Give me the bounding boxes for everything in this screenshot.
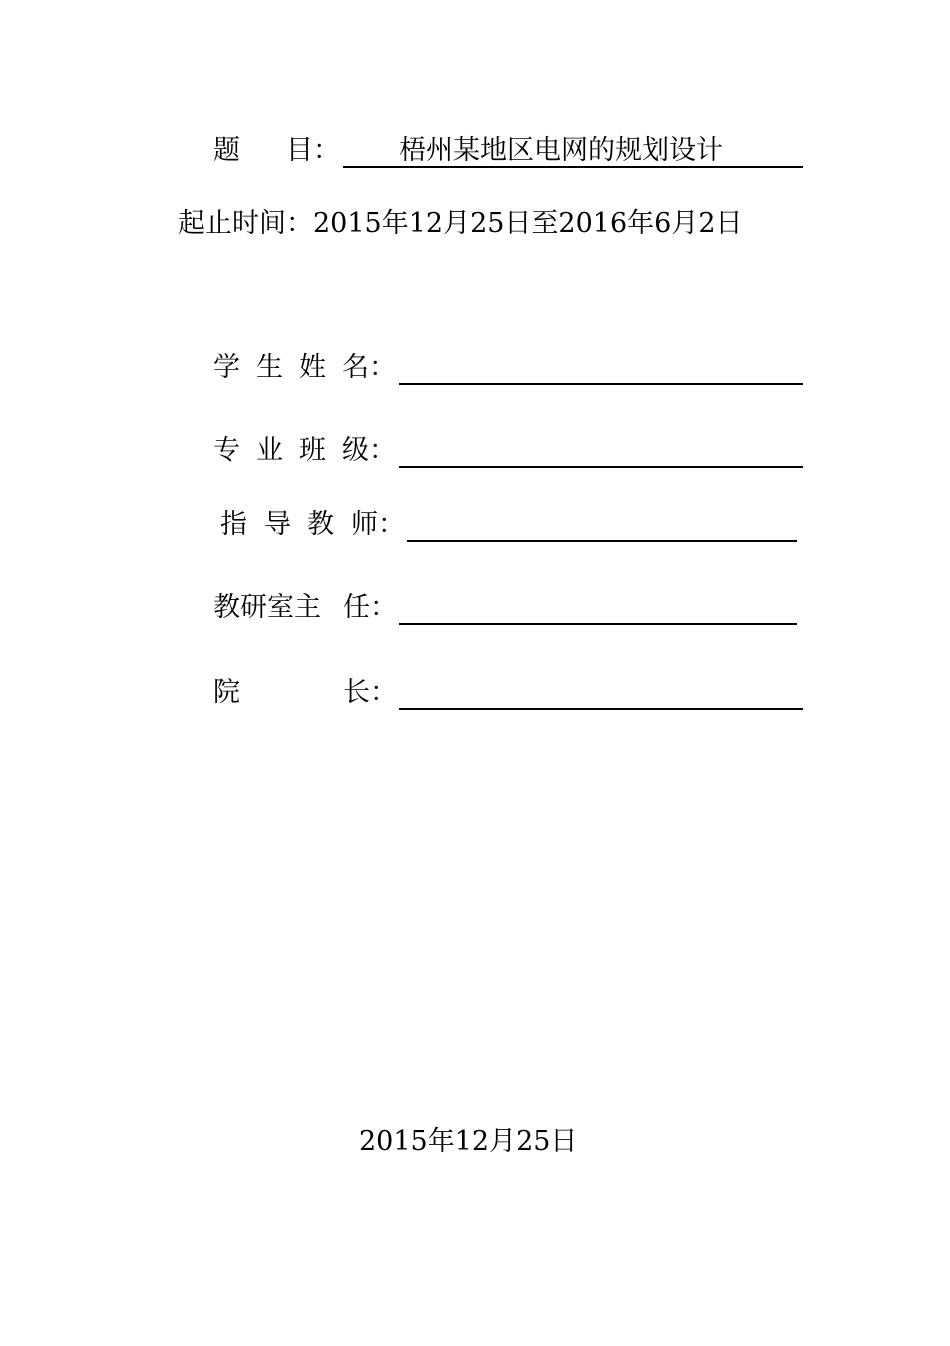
advisor-row [0,508,950,542]
period-row [178,207,743,241]
advisor-label-char-2: 导 [264,509,291,540]
student-label-char-1: 学 [213,352,240,383]
title-label-char-1: 题 [213,135,240,166]
date-text: 2015年12月25日 [359,1126,578,1157]
advisor-label-char-1: 指 [220,509,247,540]
student-label-char-4: 名： [342,352,396,383]
advisor-label-char-4: 师： [351,509,405,540]
class-label-char-4: 级： [342,435,396,466]
director-row [0,591,950,625]
dean-label-char-2: 长： [343,677,397,708]
class-label-char-1: 专 [213,435,240,466]
class-field[interactable] [399,434,803,468]
title-row [0,134,950,168]
title-label-char-2: 目： [286,135,340,166]
title-field[interactable] [343,134,803,168]
advisor-field[interactable] [407,508,797,542]
director-label-part-1: 教研室主 [213,592,321,623]
dean-field[interactable] [399,676,803,710]
director-label-part-2: 任： [343,592,397,623]
class-label-char-3: 班 [299,435,326,466]
period-text: 起止时间：2015年12月25日至2016年6月2日 [178,208,743,239]
director-field[interactable] [399,591,797,625]
dean-row [0,676,950,710]
class-label-char-2: 业 [256,435,283,466]
student-name-field[interactable] [399,351,803,385]
student-label-char-3: 姓 [299,352,326,383]
title-value: 梧州某地区电网的规划设计 [399,135,723,166]
student-name-row [0,351,950,385]
dean-label-char-1: 院 [213,677,240,708]
student-label-char-2: 生 [256,352,283,383]
class-row [0,434,950,468]
document-date [359,1125,577,1159]
advisor-label-char-3: 教 [307,509,334,540]
